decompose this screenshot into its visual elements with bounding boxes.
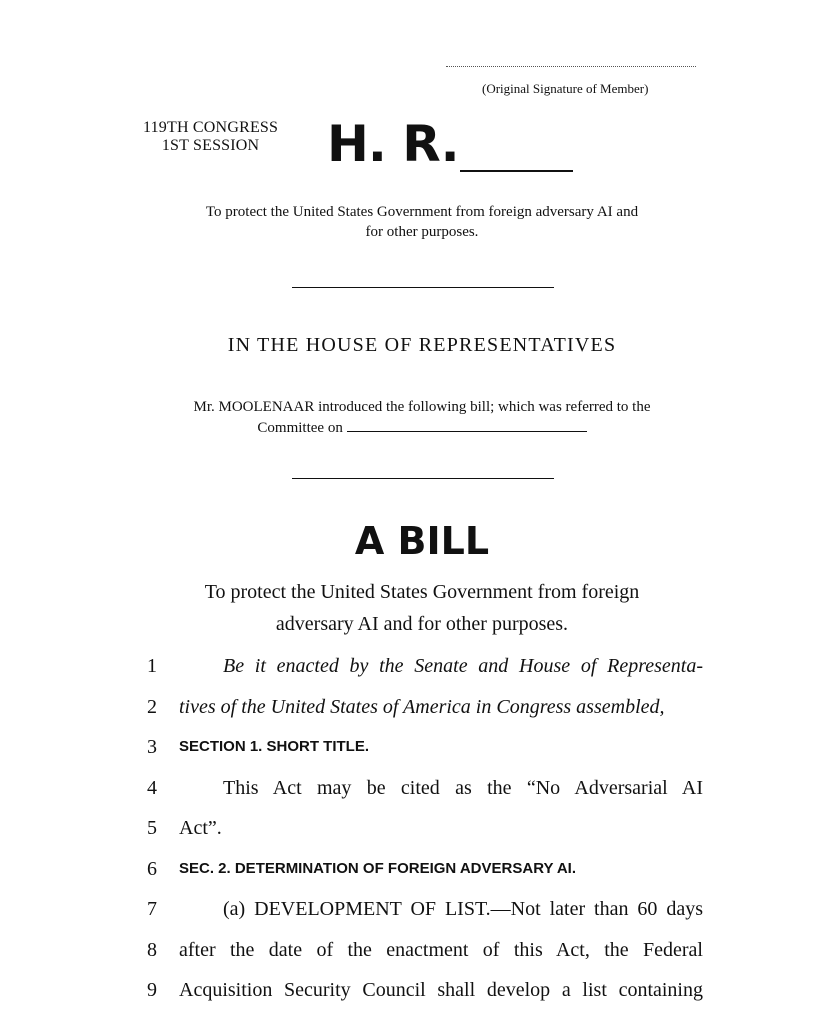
congress-number: 119TH CONGRESS	[143, 119, 279, 136]
signature-line	[446, 66, 696, 67]
line-text: Act”.	[179, 817, 222, 839]
body-line	[140, 849, 720, 890]
summary-line-2: for other purposes.	[365, 224, 479, 240]
section-heading: SEC. 2. DETERMINATION OF FOREIGN ADVERSARY AI.	[179, 859, 576, 877]
body-line	[140, 808, 720, 849]
line-number: 1	[147, 655, 157, 677]
body-line	[140, 970, 720, 1011]
session-number: 1ST SESSION	[161, 137, 260, 154]
divider-top	[292, 287, 554, 288]
line-text: This Act may be cited as the “No Adversarial AI	[223, 776, 703, 799]
bill-body	[140, 646, 720, 1011]
line-number: 6	[147, 857, 157, 880]
line-text: after the date of the enactment of this Act, the Federal	[179, 938, 703, 961]
line-number: 7	[147, 898, 157, 920]
bill-number-blank	[460, 170, 573, 172]
line-number: 8	[147, 938, 157, 961]
introduction-line-2	[120, 417, 724, 438]
line-number: 4	[147, 776, 157, 799]
body-line	[140, 768, 720, 809]
bill-heading: A BILL	[354, 519, 490, 563]
line-number: 2	[147, 695, 157, 718]
body-line	[140, 687, 720, 728]
body-line	[140, 646, 720, 687]
summary-line-1: To protect the United States Government from foreign adversary AI and	[205, 204, 639, 220]
congress-session-block	[143, 119, 278, 155]
body-line	[140, 889, 720, 930]
line-text: Acquisition Security Council shall develop a list containing	[179, 979, 703, 1001]
body-line	[140, 930, 720, 971]
line-text: tives of the United States of America in Congress assembled,	[179, 695, 665, 718]
introduction-text	[120, 397, 724, 438]
committee-label: Committee on	[257, 420, 343, 436]
introduction-line-1: Mr. MOOLENAAR introduced the following bill; which was referred to the	[193, 399, 651, 415]
line-number: 5	[147, 817, 157, 839]
bill-long-title	[150, 576, 694, 640]
committee-blank	[347, 417, 587, 432]
long-title-line-1: To protect the United States Government from foreign	[204, 581, 640, 603]
long-title-line-2: adversary AI and for other purposes.	[275, 613, 569, 635]
signature-label: (Original Signature of Member)	[482, 81, 649, 96]
line-number: 3	[147, 736, 157, 758]
bill-prefix: H. R.	[327, 115, 459, 173]
line-text: (a) DEVELOPMENT OF LIST.—Not later than 60 days	[223, 898, 703, 920]
bill-summary	[120, 202, 724, 242]
house-title: IN THE HOUSE OF REPRESENTATIVES	[227, 334, 617, 356]
line-number: 9	[147, 979, 157, 1001]
section-heading: SECTION 1. SHORT TITLE.	[179, 738, 370, 755]
body-line	[140, 727, 720, 768]
divider-bottom	[292, 478, 554, 479]
line-text: Be it enacted by the Senate and House of Representa-	[223, 655, 703, 677]
